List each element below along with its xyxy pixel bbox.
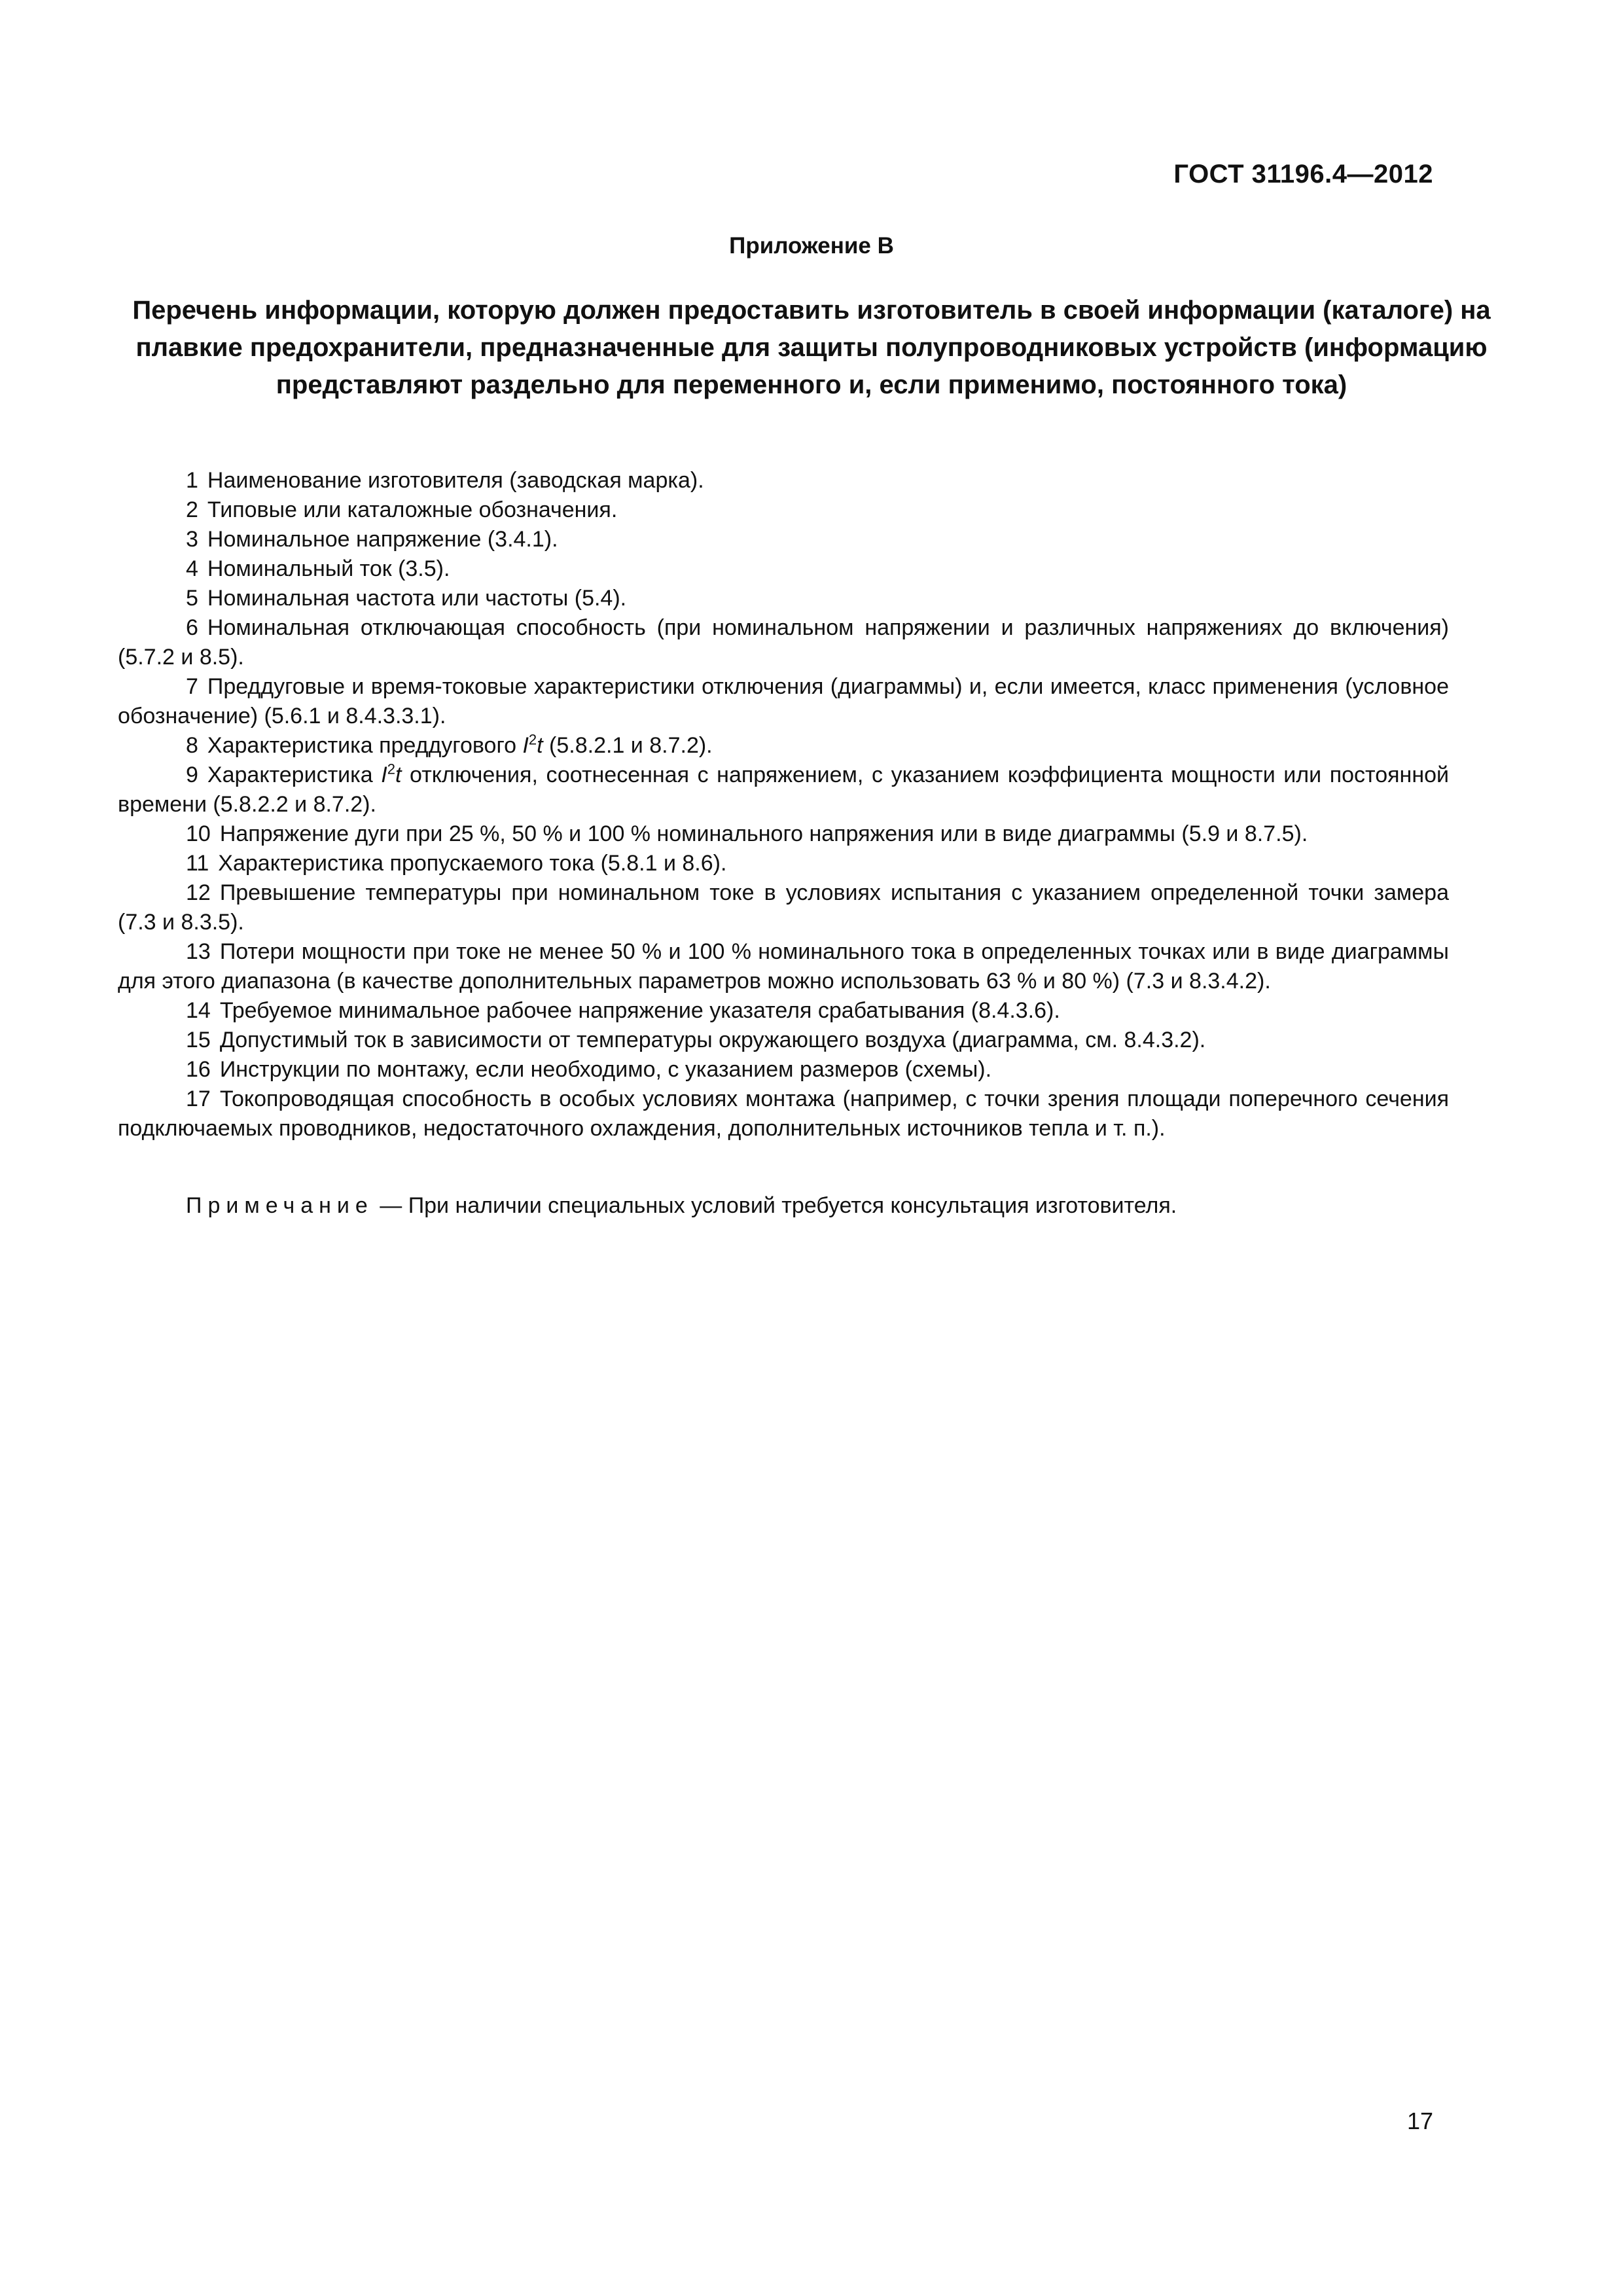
list-item [118,466,1449,495]
symbol-i: I [522,733,529,758]
list-item [118,1085,1449,1143]
item-number: 15 [186,1028,211,1052]
list-item [118,525,1449,554]
symbol-t: t [537,733,543,758]
note-paragraph [118,1191,1449,1221]
item-number: 10 [186,821,211,846]
item-text: Допустимый ток в зависимости от температуры окружающего воздуха (диаграмма, см. 8.4.3.2). [219,1028,1206,1052]
list-item [118,1055,1449,1085]
item-number: 5 [186,586,198,611]
item-number: 13 [186,939,211,964]
list-item [118,731,1449,761]
list-item [118,761,1449,819]
item-text: Наименование изготовителя (заводская марка). [207,468,704,493]
item-number: 4 [186,556,198,581]
item-text: Типовые или каталожные обозначения. [207,497,618,522]
symbol-t: t [395,762,402,787]
item-text-after-symbol: (5.8.2.1 и 8.7.2). [543,733,713,758]
symbol-i: I [381,762,387,787]
item-text: Требуемое минимальное рабочее напряжение указателя срабатывания (8.4.3.6). [219,998,1060,1023]
list-item [118,613,1449,672]
annex-title: Перечень информации, которую должен предоставить изготовитель в своей информации (каталоге) на плавкие предохранители, предназначенные для защиты полупроводниковых устройств (информацию представляют раздельно для переменного и, если применимо, постоянного тока) [132,296,1491,399]
item-text: Номинальное напряжение (3.4.1). [207,527,558,552]
list-item [118,878,1449,937]
list-item [118,937,1449,996]
item-number: 9 [186,762,198,787]
document-code: ГОСТ 31196.4—2012 [1173,160,1433,188]
item-text: Инструкции по монтажу, если необходимо, с указанием размеров (схемы). [219,1057,992,1082]
item-number: 17 [186,1086,211,1111]
item-text-before-symbol: Характеристика преддугового [207,733,523,758]
list-item [118,849,1449,878]
item-text-after-symbol: отключения, соотнесенная с напряжением, с указанием коэффициента мощности или постоянной времени (5.8.2.2 и 8.7.2). [118,762,1449,817]
item-number: 7 [186,674,198,699]
list-item [118,584,1449,613]
list-item [118,495,1449,525]
note-text: — При наличии специальных условий требуется консультация изготовителя. [380,1193,1177,1218]
list-item [118,1026,1449,1055]
list-item [118,819,1449,849]
item-text: Характеристика пропускаемого тока (5.8.1 и 8.6). [218,851,727,876]
symbol-exponent: 2 [528,731,537,748]
item-text: Номинальный ток (3.5). [207,556,450,581]
item-number: 14 [186,998,211,1023]
annex-label: Приложение В [729,233,894,259]
item-number: 11 [186,851,209,876]
item-text-before-symbol: Характеристика [207,762,382,787]
item-text: Преддуговые и время-токовые характеристики отключения (диаграммы) и, если имеется, класс применения (условное обозначение) (5.6.1 и 8.4.3.3.1). [118,674,1449,728]
item-number: 2 [186,497,198,522]
item-number: 12 [186,880,211,905]
item-number: 16 [186,1057,211,1082]
item-text: Потери мощности при токе не менее 50 % и 100 % номинального тока в определенных точках или в виде диаграммы для этого диапазона (в качестве дополнительных параметров можно использовать 63 % и 80 %) (7.3 и 8.3.4.2). [118,939,1449,994]
item-text: Номинальная частота или частоты (5.4). [207,586,627,611]
item-text: Токопроводящая способность в особых условиях монтажа (например, с точки зрения площади поперечного сечения подключаемых проводников, недостаточного охлаждения, дополнительных источников тепла и т. п.). [118,1086,1449,1141]
note-label: Примечание [186,1193,374,1218]
item-number: 8 [186,733,198,758]
list-item [118,672,1449,731]
item-number: 6 [186,615,198,640]
list-item [118,996,1449,1026]
item-number: 3 [186,527,198,552]
page-number: 17 [1406,2108,1433,2134]
item-text: Превышение температуры при номинальном токе в условиях испытания с указанием определенной точки замера (7.3 и 8.3.5). [118,880,1449,935]
item-number: 1 [186,468,198,493]
information-list [118,466,1449,1143]
item-text: Напряжение дуги при 25 %, 50 % и 100 % номинального напряжения или в виде диаграммы (5.9 и 8.7.5). [219,821,1308,846]
symbol-exponent: 2 [387,761,395,778]
list-item [118,554,1449,584]
item-text: Номинальная отключающая способность (при номинальном напряжении и различных напряжениях до включения) (5.7.2 и 8.5). [118,615,1449,670]
